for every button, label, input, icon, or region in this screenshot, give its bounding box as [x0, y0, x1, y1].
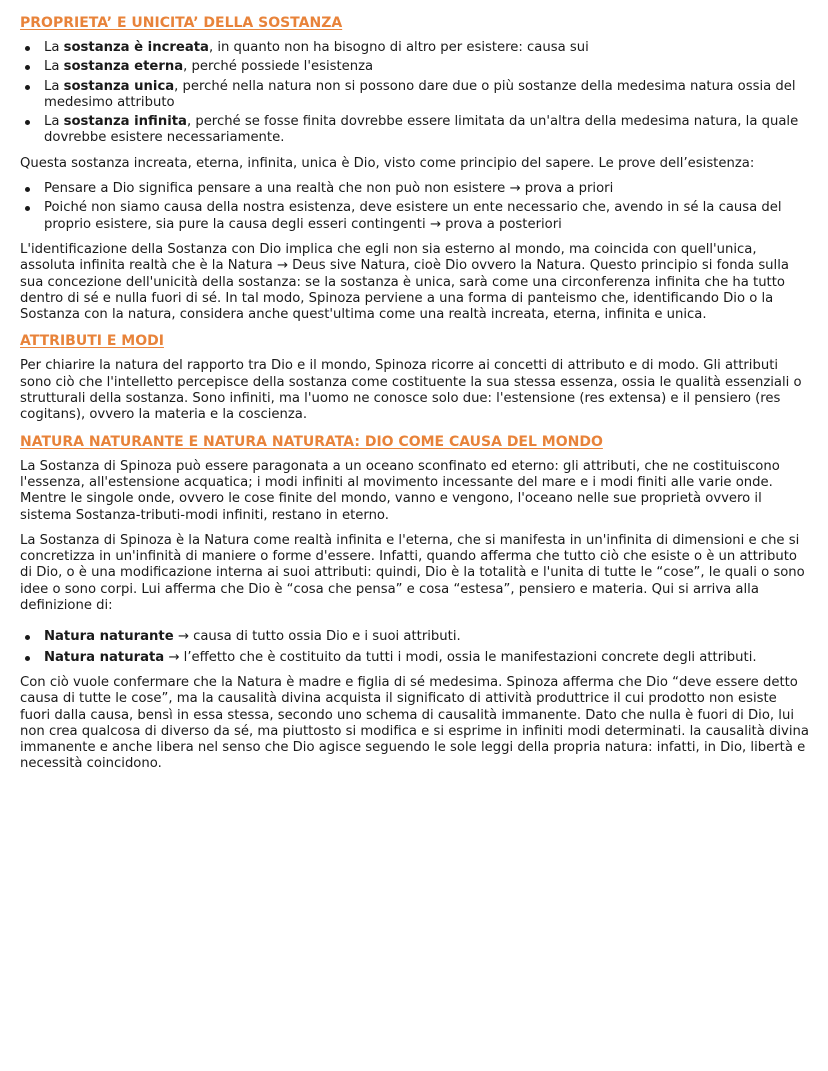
bold-term: sostanza eterna	[63, 59, 184, 75]
list-item	[20, 114, 810, 147]
list-item	[20, 629, 810, 645]
bold-term: sostanza è increata	[63, 40, 209, 55]
list-item	[20, 650, 810, 666]
text: La	[44, 114, 64, 130]
bold-term: Natura naturante	[44, 629, 174, 645]
text: , perché nella natura non si possono dare due o più sostanze della medesima natura ossia del medesimo attributo	[44, 78, 796, 110]
list-item: Pensare a Dio significa pensare a una realtà che non può non esistere → prova a priori	[20, 181, 810, 197]
text: , perché se fosse finita dovrebbe essere limitata da un'altra della medesima natura, la quale dovrebbe esistere necessariamente.	[44, 114, 799, 146]
bold-term: sostanza unica	[63, 78, 175, 94]
properties-list	[20, 40, 810, 147]
section-attributi	[20, 332, 810, 423]
paragraph: L'identificazione della Sostanza con Dio implica che egli non sia esterno al mondo, ma coincida con quell'unica, assoluta infinita realtà che è la Natura → Deus sive Natura, cioè Dio ovvero la Natura. Questo principio si fonda sulla sua concezione dell'unicità della sostanza: se la sostanza è unica, sarà come una circonferenza infinita che ha tutto dentro di sé e nulla fuori di sé. In tal modo, Spinoza perviene a una forma di panteismo che, identificando Dio o la Sostanza con la natura, considera anche quest'ultima come una realtà increata, eterna, infinita e unica.	[20, 241, 789, 323]
text: La	[44, 78, 64, 94]
list-item	[20, 59, 810, 75]
section-title-natura: NATURA NATURANTE E NATURA NATURATA: DIO COME CAUSA DEL MONDO	[20, 433, 603, 450]
text: → l’effetto che è costituito da tutti i modi, ossia le manifestazioni concrete degli attributi.	[164, 649, 757, 665]
section-title-attributi: ATTRIBUTI E MODI	[20, 333, 164, 350]
paragraph: La Sostanza di Spinoza può essere paragonata a un oceano sconfinato ed eterno: gli attributi, che ne costituiscono l'essenza, all'estensione acquatica; i modi infiniti al movimento incessante del mare e i modi finiti alle varie onde. Mentre le singole onde, ovvero le cose finite del mondo, vanno e vengono, l'oceano nelle sue proprietà ovvero il sistema Sostanza-tributi-modi infiniti, restano in eterno.	[20, 458, 780, 523]
bold-term: sostanza infinita	[63, 114, 187, 130]
paragraph: La Sostanza di Spinoza è la Natura come realtà infinita e l'eterna, che si manifesta in un'infinita di dimensioni e che si concretizza in un'infinità di maniere o forme d'essere. Infatti, quando afferma che tutto ciò che esiste o è un attributo di Dio, o è una modificazione interna ai suoi attributi: quindi, Dio è la totalità e l'unita di tutte le “cose”, le quali o sono idee o sono corpi. Lui afferma che Dio è “cosa che pensa” e cosa “estesa”, pensiero e materia. Qui si arriva alla definizione di:	[20, 532, 805, 614]
section-natura	[20, 433, 810, 773]
section-title-proprieta: PROPRIETA’ E UNICITA’ DELLA SOSTANZA	[20, 15, 343, 31]
proofs-list	[20, 181, 810, 233]
paragraph: Con ciò vuole confermare che la Natura è madre e figlia di sé medesima. Spinoza afferma che Dio “deve essere detto causa di tutte le cose”, ma la causalità divina acquista il significato di attività produttrice il cui prodotto non esiste fuori dalla causa, bensì in essa stessa, secondo uno schema di causalità immanente. Dato che nulla è fuori di Dio, lui non crea qualcosa di diverso da sé, ma piuttosto si modifica e si esprime in infiniti modi determinati. la causalità divina immanente e anche libera nel senso che Dio agisce seguendo le sole leggi della propria natura: infatti, in Dio, libertà e necessità coincidono.	[20, 674, 809, 772]
bold-term: Natura naturata	[44, 649, 165, 665]
section-sostanza	[20, 14, 810, 323]
text: , in quanto non ha bisogno di altro per esistere: causa sui	[208, 40, 589, 55]
list-item	[20, 40, 810, 56]
text: La	[44, 59, 64, 75]
paragraph: Questa sostanza increata, eterna, infinita, unica è Dio, visto come principio del sapere. Le prove dell’esistenza:	[20, 155, 755, 171]
list-item	[20, 79, 810, 112]
natura-list	[20, 629, 810, 666]
text: → causa di tutto ossia Dio e i suoi attributi.	[173, 629, 461, 645]
list-item: Poiché non siamo causa della nostra esistenza, deve esistere un ente necessario che, avendo in sé la causa del proprio esistere, sia pure la causa degli esseri contingenti → prova a posteriori	[20, 200, 810, 233]
paragraph: Per chiarire la natura del rapporto tra Dio e il mondo, Spinoza ricorre ai concetti di attributo e di modo. Gli attributi sono ciò che l'intelletto percepisce della sostanza come costituente la sua stessa essenza, ossia le qualità essenziali o strutturali della sostanza. Sono infiniti, ma l'uomo ne conosce solo due: l'estensione (res extensa) e il pensiero (res cogitans), ovvero la materia e la coscienza.	[20, 358, 802, 423]
text: La	[44, 40, 64, 55]
text: , perché possiede l'esistenza	[183, 59, 374, 75]
